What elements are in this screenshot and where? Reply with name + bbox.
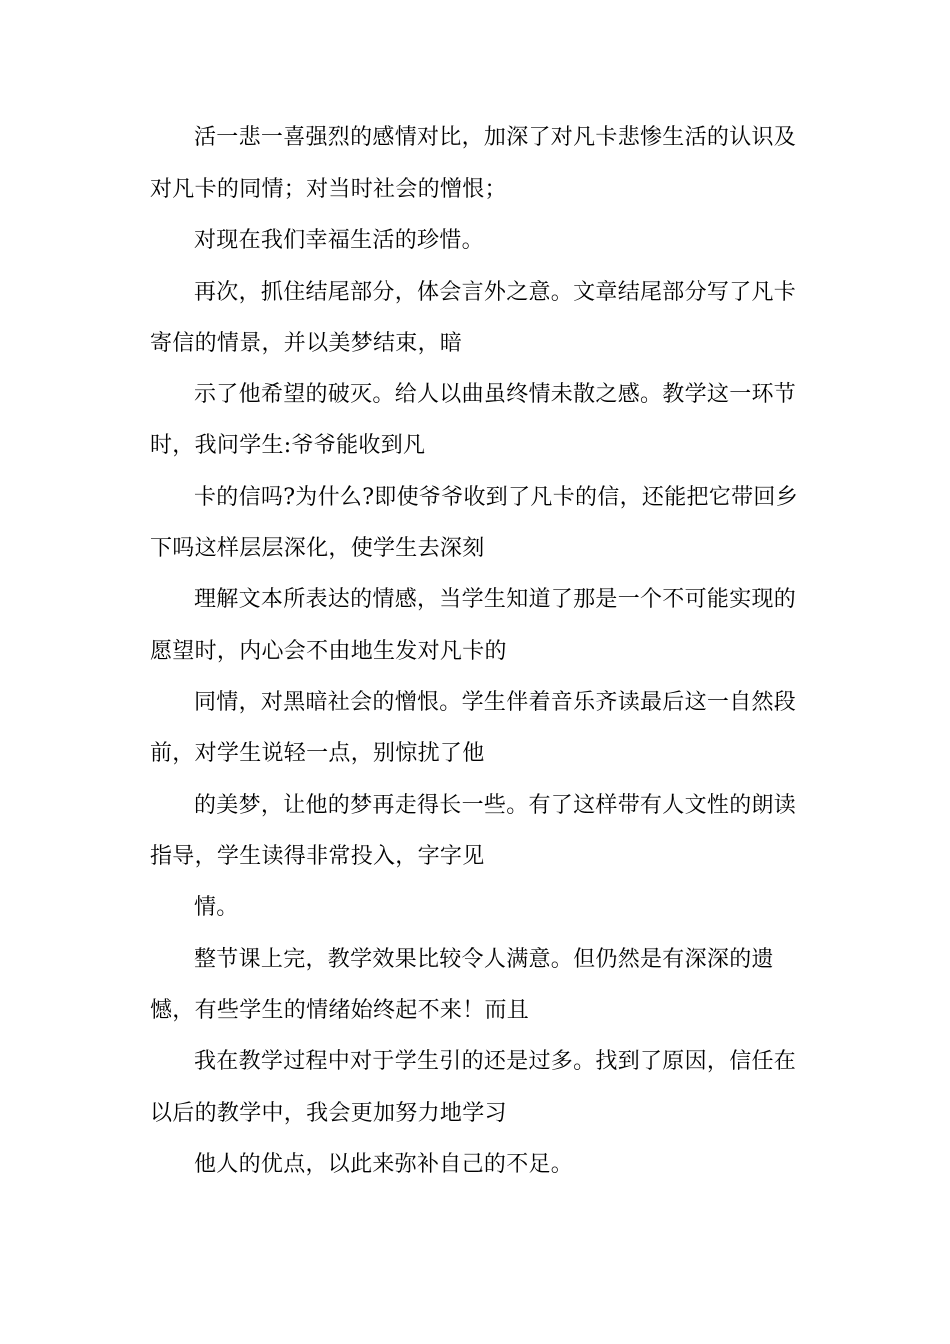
text-line: 情。 — [194, 895, 239, 920]
text-line: 卡的信吗?为什么?即使爷爷收到了凡卡的信，还能把它带回乡 — [194, 485, 798, 510]
text-line: 寄信的情景，并以美梦结束，暗 — [150, 331, 463, 356]
text-line: 下吗这样层层深化，使学生去深刻 — [150, 536, 485, 561]
text-line: 时，我问学生:爷爷能收到凡 — [150, 433, 426, 458]
text-line: 以后的教学中，我会更加努力地学习 — [150, 1101, 507, 1126]
text-line: 憾，有些学生的情绪始终起不来！而且 — [150, 998, 530, 1023]
text-line: 的美梦，让他的梦再走得长一些。有了这样带有人文性的朗读 — [194, 793, 797, 818]
text-line: 对凡卡的同情；对当时社会的憎恨； — [150, 177, 507, 202]
text-line: 对现在我们幸福生活的珍惜。 — [194, 228, 484, 253]
text-line: 同情，对黑暗社会的憎恨。学生伴着音乐齐读最后这一自然段 — [194, 690, 797, 715]
text-line: 示了他希望的破灭。给人以曲虽终情未散之感。教学这一环节 — [194, 382, 797, 407]
text-line: 指导，学生读得非常投入，字字见 — [150, 844, 485, 869]
text-line: 理解文本所表达的情感，当学生知道了那是一个不可能实现的 — [194, 587, 797, 612]
text-line: 活一悲一喜强烈的感情对比，加深了对凡卡悲惨生活的认识及 — [194, 125, 797, 150]
text-line: 再次，抓住结尾部分，体会言外之意。文章结尾部分写了凡卡 — [194, 280, 797, 305]
text-line: 愿望时，内心会不由地生发对凡卡的 — [150, 639, 507, 664]
text-line: 我在教学过程中对于学生引的还是过多。找到了原因，信任在 — [194, 1049, 797, 1074]
text-line: 整节课上完，教学效果比较令人满意。但仍然是有深深的遗 — [194, 947, 774, 972]
text-line: 前，对学生说轻一点，别惊扰了他 — [150, 741, 485, 766]
text-line: 他人的优点，以此来弥补自己的不足。 — [194, 1152, 574, 1177]
